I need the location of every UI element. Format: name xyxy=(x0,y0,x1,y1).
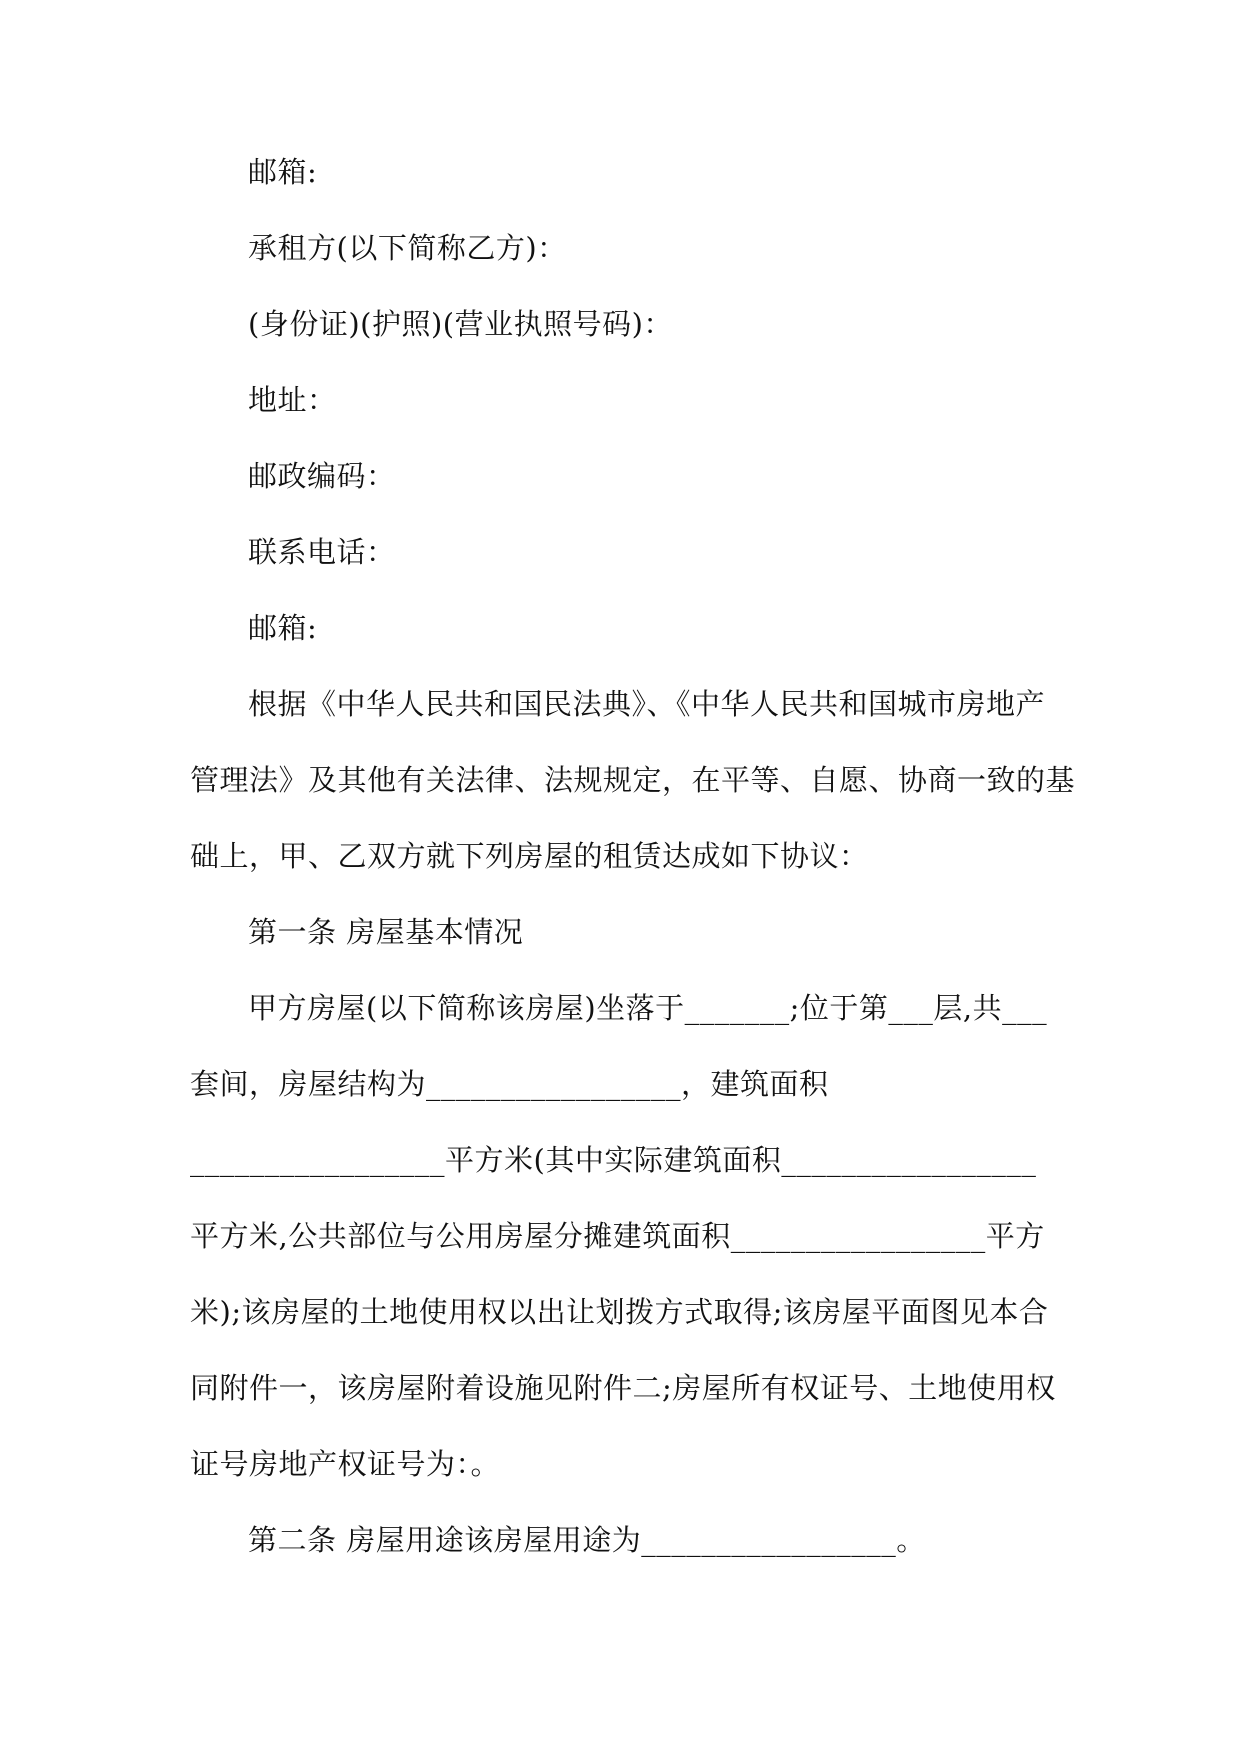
text-line-lessee-heading: 承租方(以下简称乙方)： xyxy=(248,231,567,265)
text-line-email: 邮箱: xyxy=(248,611,318,645)
article-1-heading: 第一条 房屋基本情况 xyxy=(248,915,524,949)
article-1-line-4: 平方米,公共部位与公用房屋分摊建筑面积_________________平方 xyxy=(190,1219,1045,1253)
article-1-line-7: 证号房地产权证号为：。 xyxy=(190,1447,501,1481)
text-line-postal-code: 邮政编码： xyxy=(248,459,396,493)
article-2-heading: 第二条 房屋用途该房屋用途为_________________。 xyxy=(248,1523,926,1557)
text-line-address: 地址： xyxy=(248,383,337,417)
paragraph-basis-line-3: 础上，甲、乙双方就下列房屋的租赁达成如下协议： xyxy=(190,839,869,873)
article-1-line-3: _________________平方米(其中实际建筑面积_________________ xyxy=(190,1143,1037,1177)
paragraph-basis-line-1: 根据《中华人民共和国民法典》、《中华人民共和国城市房地产 xyxy=(248,687,1046,721)
paragraph-basis-line-2: 管理法》及其他有关法律、法规规定，在平等、自愿、协商一致的基 xyxy=(190,763,1076,797)
article-1-line-1: 甲方房屋(以下简称该房屋)坐落于_______;位于第___层,共___ xyxy=(248,991,1048,1025)
article-1-line-6: 同附件一，该房屋附着设施见附件二;房屋所有权证号、土地使用权 xyxy=(190,1371,1056,1405)
text-line-id-number: (身份证)(护照)(营业执照号码)： xyxy=(248,307,673,341)
text-line-phone: 联系电话： xyxy=(248,535,396,569)
article-1-line-2: 套间，房屋结构为_________________，建筑面积 xyxy=(190,1067,829,1101)
article-1-line-5: 米);该房屋的土地使用权以出让划拨方式取得;该房屋平面图见本合 xyxy=(190,1295,1049,1329)
text-line-lessee-email-label: 邮箱: xyxy=(248,155,318,189)
